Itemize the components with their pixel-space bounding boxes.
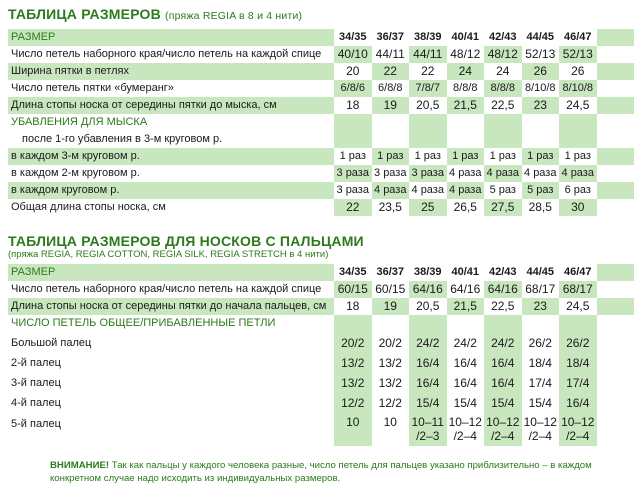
cell: 8/8/8	[484, 80, 522, 97]
cell: 13/2	[334, 352, 372, 372]
cell: 16/4	[409, 372, 447, 392]
table2	[8, 264, 634, 446]
table-row	[8, 298, 634, 315]
cell: 44/11	[375, 47, 405, 61]
cell: 26/2	[528, 336, 552, 350]
size-col: 46/47	[559, 29, 597, 46]
cell: 22	[409, 63, 447, 80]
cell: 10–12 /2–4	[523, 415, 557, 443]
header-label: РАЗМЕР	[11, 266, 56, 278]
cell: 5 раз	[527, 184, 554, 196]
cell: 20/2	[378, 336, 402, 350]
section-row	[8, 114, 634, 131]
cell: 10	[383, 415, 397, 429]
table-row	[8, 80, 634, 97]
cell: 64/16	[450, 282, 481, 296]
row-label: Число петель наборного края/число петель на каждой спице	[11, 283, 322, 295]
cell: 22	[383, 64, 397, 78]
cell: 24/2	[409, 332, 447, 352]
cell: 26	[559, 63, 597, 80]
cell: 1 раз	[377, 150, 404, 162]
cell: 1 раз	[334, 148, 372, 165]
cell: 16/4	[559, 392, 597, 412]
cell: 16/4	[409, 352, 447, 372]
cell: 27,5	[484, 199, 522, 216]
table-row	[8, 281, 634, 298]
table-row	[8, 63, 634, 80]
cell: 4 раза	[484, 165, 522, 182]
cell: 12/2	[334, 392, 372, 412]
cell: 52/13	[525, 47, 556, 61]
size-col: 36/37	[372, 264, 410, 281]
cell: 22,5	[484, 298, 522, 315]
size-col: 44/45	[522, 264, 560, 281]
table1-header-row	[8, 29, 634, 46]
cell: 17/4	[559, 372, 597, 392]
cell: 1 раз	[409, 148, 447, 165]
section-label: УБАВЛЕНИЯ ДЛЯ МЫСКА	[11, 116, 148, 128]
cell: 68/17	[525, 282, 556, 296]
cell: 52/13	[559, 46, 597, 63]
cell: 30	[559, 199, 597, 216]
cell: 68/17	[559, 281, 597, 298]
cell: 4 раза	[559, 165, 597, 182]
cell: 24/2	[484, 332, 522, 352]
cell: 24/2	[453, 336, 477, 350]
cell: 1 раз	[559, 148, 597, 165]
cell: 15/4	[528, 396, 552, 410]
row-label: Длина стопы носка от середины пятки до начала пальцев, см	[11, 300, 327, 312]
size-col: 36/37	[372, 29, 410, 46]
cell: 22,5	[484, 97, 522, 114]
table1-subtitle: (пряжа REGIA в 8 и 4 нити)	[165, 10, 303, 22]
cell: 10–12 /2–4	[484, 412, 522, 446]
cell: 1 раз	[484, 148, 522, 165]
cell: 6 раз	[559, 182, 597, 199]
table-row	[8, 352, 634, 372]
cell: 3 раза	[374, 167, 407, 179]
cell: 4 раза	[524, 167, 557, 179]
row-label: Общая длина стопы носка, см	[11, 201, 166, 213]
row-label: Число петель наборного края/число петель на каждой спице	[11, 48, 322, 60]
table-row	[8, 372, 634, 392]
table-row	[8, 182, 634, 199]
cell: 18	[334, 97, 372, 114]
table-row	[8, 392, 634, 412]
cell: 13/2	[334, 372, 372, 392]
cell: 3 раза	[334, 165, 372, 182]
header-label: РАЗМЕР	[11, 31, 56, 43]
row-label: 4-й палец	[11, 397, 61, 409]
cell: 12/2	[378, 396, 402, 410]
cell: 16/4	[453, 376, 477, 390]
cell: 4 раза	[449, 167, 482, 179]
cell: 64/16	[484, 281, 522, 298]
cell: 10–12 /2–4	[448, 415, 482, 443]
cell: 24	[484, 63, 522, 80]
cell: 4 раза	[374, 184, 407, 196]
cell: 6/8/8	[378, 82, 403, 94]
cell: 10–12 /2–4	[559, 412, 597, 446]
cell: 48/12	[484, 46, 522, 63]
row-label: 5-й палец	[11, 418, 61, 430]
cell: 15/4	[453, 396, 477, 410]
cell: 48/12	[450, 47, 481, 61]
row-label: 3-й палец	[11, 377, 61, 389]
cell: 24,5	[559, 97, 597, 114]
warning-note	[50, 459, 634, 485]
section-label: ЧИСЛО ПЕТЕЛЬ ОБЩЕЕ/ПРИБАВЛЕННЫЕ ПЕТЛИ	[11, 317, 276, 329]
cell: 16/4	[484, 372, 522, 392]
cell: 44/11	[409, 46, 447, 63]
cell: 6/8/6	[334, 80, 372, 97]
row-label: Число петель пятки «бумеранг»	[11, 82, 174, 94]
table-row	[8, 131, 634, 148]
table2-header-row	[8, 264, 634, 281]
cell: 13/2	[378, 356, 402, 370]
cell: 8/10/8	[524, 82, 556, 94]
cell: 16/4	[484, 352, 522, 372]
cell: 60/15	[375, 282, 406, 296]
table-row	[8, 148, 634, 165]
warning-text: Так как пальцы у каждого человека разные, число петель для пальцев указано приблизительно – в каждом конкретном случае надо исходить из индивидуальных размеров.	[50, 460, 592, 484]
cell: 19	[383, 98, 397, 112]
cell: 20,5	[409, 97, 447, 114]
cell: 3 раза	[409, 165, 447, 182]
cell: 20/2	[334, 332, 372, 352]
cell: 20,5	[409, 298, 447, 315]
table-row	[8, 46, 634, 63]
cell: 10	[334, 412, 372, 446]
table-row	[8, 165, 634, 182]
cell: 26,5	[453, 200, 477, 214]
cell: 1 раз	[527, 150, 554, 162]
cell: 18	[334, 298, 372, 315]
row-label: Ширина пятки в петлях	[11, 65, 129, 77]
table2-subtitle: (пряжа REGIA, REGIA COTTON, REGIA SILK, REGIA STRETCH в 4 нити)	[8, 249, 329, 260]
cell: 3 раза	[334, 182, 372, 199]
row-label: Длина стопы носка от середины пятки до мыска, см	[11, 99, 277, 111]
cell: 8/10/8	[559, 80, 597, 97]
cell: 8/8/8	[453, 82, 478, 94]
size-col: 34/35	[334, 29, 372, 46]
row-label: Большой палец	[11, 337, 92, 349]
cell: 25	[409, 199, 447, 216]
cell: 17/4	[528, 376, 552, 390]
size-col: 34/35	[334, 264, 372, 281]
size-col: 42/43	[484, 264, 522, 281]
cell: 18/4	[528, 356, 552, 370]
cell: 26	[533, 64, 547, 78]
cell: 26/2	[559, 332, 597, 352]
cell: 24,5	[559, 298, 597, 315]
cell: 23	[533, 98, 547, 112]
table-row	[8, 97, 634, 114]
cell: 23,5	[378, 200, 402, 214]
cell: 4 раза	[449, 184, 482, 196]
row-label: в каждом 2-м круговом р.	[11, 167, 140, 179]
table1	[8, 29, 634, 216]
cell: 1 раз	[452, 150, 479, 162]
cell: 7/8/7	[409, 80, 447, 97]
cell: 21,5	[453, 98, 477, 112]
size-col: 40/41	[447, 29, 485, 46]
section-sub: после 1-го убавления в 3-м круговом р.	[22, 133, 223, 145]
size-col: 40/41	[447, 264, 485, 281]
cell: 13/2	[378, 376, 402, 390]
cell: 20	[334, 63, 372, 80]
size-col: 38/39	[409, 29, 447, 46]
cell: 4 раза	[409, 182, 447, 199]
size-col: 42/43	[484, 29, 522, 46]
row-label: в каждом круговом р.	[11, 184, 120, 196]
size-col: 38/39	[409, 264, 447, 281]
cell: 24	[458, 64, 472, 78]
row-label: в каждом 3-м круговом р.	[11, 150, 140, 162]
row-label: 2-й палец	[11, 357, 61, 369]
cell: 19	[383, 299, 397, 313]
size-col: 46/47	[559, 264, 597, 281]
table-row	[8, 412, 634, 446]
cell: 5 раз	[484, 182, 522, 199]
cell: 18/4	[559, 352, 597, 372]
cell: 15/4	[409, 392, 447, 412]
cell: 16/4	[453, 356, 477, 370]
cell: 23	[533, 299, 547, 313]
table-row	[8, 199, 634, 216]
section-row	[8, 315, 634, 332]
cell: 64/16	[409, 281, 447, 298]
table-row	[8, 332, 634, 352]
cell: 10–11 /2–3	[409, 412, 447, 446]
table1-title: ТАБЛИЦА РАЗМЕРОВ (пряжа REGIA в 8 и 4 нити)	[8, 6, 303, 22]
cell: 60/15	[334, 281, 372, 298]
warning-label: ВНИМАНИЕ!	[50, 460, 110, 471]
cell: 21,5	[453, 299, 477, 313]
cell: 15/4	[484, 392, 522, 412]
size-col: 44/45	[522, 29, 560, 46]
cell: 40/10	[334, 46, 372, 63]
cell: 22	[334, 199, 372, 216]
cell: 28,5	[528, 200, 552, 214]
table2-title: ТАБЛИЦА РАЗМЕРОВ ДЛЯ НОСКОВ С ПАЛЬЦАМИ	[8, 233, 364, 249]
